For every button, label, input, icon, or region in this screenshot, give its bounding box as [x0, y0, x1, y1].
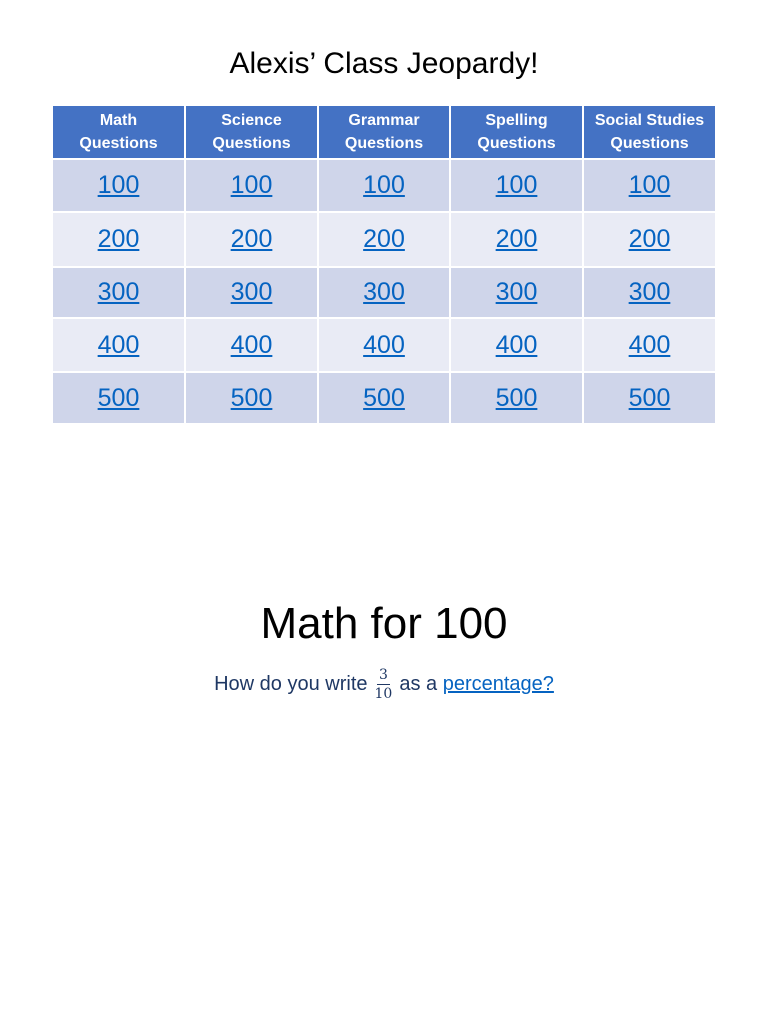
points-link[interactable]: 500 — [230, 383, 273, 412]
category-header — [53, 106, 185, 159]
answer-link[interactable]: percentage? — [442, 672, 554, 695]
board-cell — [318, 159, 450, 212]
board-cell — [318, 318, 450, 372]
category-sublabel: Questions — [212, 135, 291, 152]
board-cell — [185, 212, 318, 267]
board-cell — [185, 159, 318, 212]
question-title: Math for 100 — [260, 599, 508, 648]
points-link[interactable]: 200 — [628, 225, 671, 253]
board-cell — [318, 372, 450, 424]
category-header — [318, 106, 450, 159]
points-link[interactable]: 100 — [363, 171, 405, 199]
points-link[interactable]: 300 — [495, 278, 538, 306]
jeopardy-board — [53, 106, 715, 425]
board-cell — [450, 318, 583, 372]
points-link[interactable]: 200 — [363, 225, 405, 253]
board-cell — [450, 372, 583, 424]
points-link[interactable]: 100 — [97, 171, 140, 199]
points-link[interactable]: 400 — [97, 330, 140, 359]
points-row-500 — [53, 372, 715, 424]
category-sublabel: Questions — [344, 135, 424, 152]
board-cell — [450, 159, 583, 212]
points-link[interactable]: 500 — [495, 383, 538, 412]
points-row-300 — [53, 267, 715, 318]
category-label: Social Studies — [594, 112, 705, 129]
points-link[interactable]: 200 — [495, 225, 538, 253]
category-header — [583, 106, 715, 159]
category-label: Science — [221, 112, 282, 129]
board-cell — [583, 372, 715, 424]
points-row-200 — [53, 212, 715, 267]
points-link[interactable]: 300 — [363, 278, 405, 306]
category-label: Spelling — [485, 112, 548, 129]
category-header-row — [53, 106, 715, 159]
points-link[interactable]: 100 — [495, 171, 538, 199]
board-cell — [185, 318, 318, 372]
board-cell — [318, 267, 450, 318]
category-sublabel: Questions — [610, 135, 689, 152]
points-link[interactable]: 400 — [495, 330, 538, 359]
category-sublabel: Questions — [477, 135, 556, 152]
category-label: Grammar — [348, 112, 420, 129]
points-link[interactable]: 300 — [97, 278, 140, 306]
fraction — [373, 667, 395, 702]
points-row-400 — [53, 318, 715, 372]
question-middle: as a — [399, 672, 438, 695]
board-cell — [583, 267, 715, 318]
category-label: Math — [99, 112, 138, 129]
board-cell — [53, 318, 185, 372]
category-header — [185, 106, 318, 159]
board-cell — [583, 159, 715, 212]
points-link[interactable]: 400 — [363, 330, 405, 359]
points-link[interactable]: 300 — [230, 278, 273, 306]
board-cell — [53, 372, 185, 424]
board-cell — [450, 267, 583, 318]
board-cell — [450, 212, 583, 267]
points-link[interactable]: 200 — [97, 225, 140, 253]
question-text — [0, 660, 768, 708]
points-link[interactable]: 500 — [363, 383, 405, 412]
points-link[interactable]: 400 — [230, 330, 273, 359]
category-header — [450, 106, 583, 159]
page-title: Alexis’ Class Jeopardy! — [229, 47, 539, 80]
points-link[interactable]: 100 — [230, 171, 273, 199]
board-cell — [53, 159, 185, 212]
points-link[interactable]: 300 — [628, 278, 671, 306]
board-cell — [583, 318, 715, 372]
board-cell — [185, 267, 318, 318]
points-link[interactable]: 200 — [230, 225, 273, 253]
board-cell — [318, 212, 450, 267]
points-link[interactable]: 400 — [628, 330, 671, 359]
points-row-100 — [53, 159, 715, 212]
points-link[interactable]: 100 — [628, 171, 671, 199]
board-cell — [53, 267, 185, 318]
fraction-numerator: 3 — [378, 666, 388, 683]
points-link[interactable]: 500 — [97, 383, 140, 412]
question-prefix: How do you write — [214, 672, 368, 695]
category-sublabel: Questions — [79, 135, 158, 152]
fraction-denominator: 10 — [374, 685, 393, 702]
board-cell — [185, 372, 318, 424]
board-cell — [53, 212, 185, 267]
board-cell — [583, 212, 715, 267]
points-link[interactable]: 500 — [628, 383, 671, 412]
